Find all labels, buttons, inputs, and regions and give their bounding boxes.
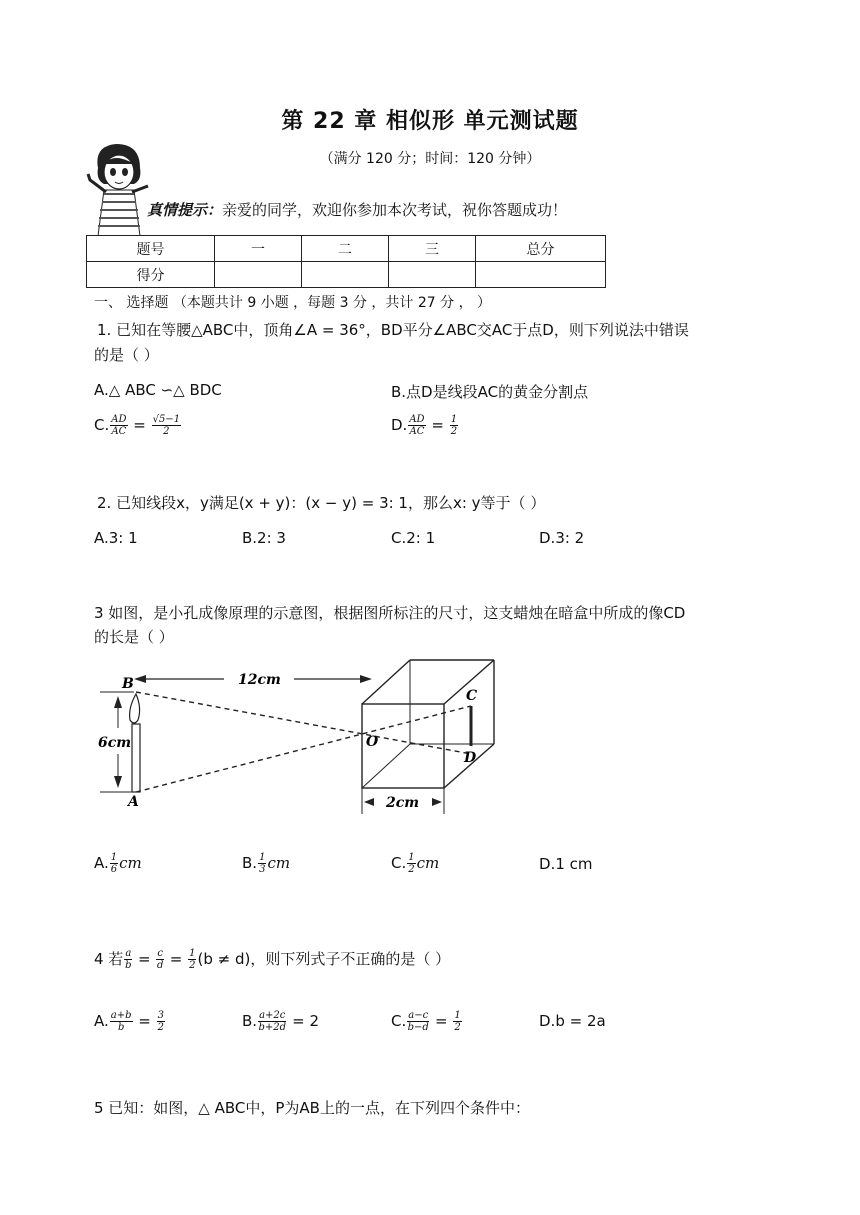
- question-2: 2. 已知线段x，y满足(x + y)：(x − y) = 3: 1，那么x: y等于（ ）: [97, 494, 546, 512]
- table-header-cell: 总分: [476, 236, 606, 262]
- arrow-right-icon: [360, 675, 372, 683]
- q1-option-b: B.点D是线段AC的黄金分割点: [391, 383, 589, 401]
- fraction-denominator: 2: [189, 960, 196, 971]
- q4-option-b: [242, 1010, 319, 1033]
- fraction: [408, 414, 425, 437]
- fraction-numerator: 1: [408, 852, 415, 863]
- section-heading: 一、 选择题 （本题共计 9 小题 ，每题 3 分 ，共计 27 分 ， ）: [94, 295, 492, 311]
- fraction-numerator: AD: [111, 414, 127, 425]
- dim-label-12: 12cm: [238, 672, 281, 688]
- ray-b-to-d: [136, 692, 471, 754]
- equation-rhs: = 2: [292, 1012, 320, 1030]
- dim-label-2: 2cm: [386, 795, 420, 811]
- table-header-cell: 三: [389, 236, 476, 262]
- fraction-denominator: d: [156, 960, 164, 971]
- arrow-left-icon: [364, 798, 374, 806]
- option-prefix: B.: [242, 1012, 258, 1030]
- unit: cm: [267, 854, 291, 872]
- unit: cm: [119, 854, 142, 872]
- option-prefix: A.: [94, 1012, 109, 1030]
- candle-body: [132, 724, 140, 792]
- question-3-line2: 的长是（ ）: [94, 628, 174, 646]
- fraction: [258, 1010, 286, 1033]
- tip-label: 真情提示：: [147, 201, 223, 219]
- fraction-numerator: 1: [110, 852, 118, 863]
- q4-option-c: C. $\frac{a-c}{b-d}$ = $\frac{1}{2}$: [391, 1010, 461, 1033]
- fraction-denominator: AC: [111, 426, 127, 437]
- box-hidden-edge: [362, 744, 410, 788]
- fraction-denominator: 2: [163, 426, 170, 437]
- arrow-right-icon: [432, 798, 442, 806]
- row-label-cell: 得分: [87, 262, 215, 288]
- q2-option-a: A.3: 1: [94, 529, 138, 547]
- fraction-denominator: 3: [259, 864, 266, 875]
- score-cell[interactable]: [302, 262, 389, 288]
- fraction-numerator: a+b: [110, 1010, 132, 1021]
- option-prefix: B.: [242, 854, 258, 872]
- score-table: [86, 235, 606, 288]
- fraction-numerator: AD: [409, 414, 425, 425]
- fraction-numerator: 1: [259, 852, 266, 863]
- pinhole-diagram: [94, 654, 514, 819]
- page-subtitle: （满分 120 分；时间：120 分钟）: [319, 151, 541, 167]
- fraction-denominator: b: [117, 1022, 125, 1033]
- fraction-numerator: 3: [157, 1010, 164, 1021]
- table-row: [87, 236, 606, 262]
- fraction: [152, 414, 181, 437]
- fraction-numerator: a: [125, 948, 132, 959]
- score-cell[interactable]: [215, 262, 302, 288]
- fraction-numerator: c: [157, 948, 163, 959]
- box-edge: [362, 660, 410, 704]
- q3-option-a: [94, 852, 142, 875]
- fraction-numerator: √5−1: [152, 414, 181, 425]
- question-5: 5 已知：如图，△ ABC中，P为AB上的一点，在下列四个条件中：: [94, 1099, 530, 1117]
- q3-option-c: [391, 852, 439, 875]
- question-1-line2: 的是（ ）: [94, 346, 159, 364]
- fraction-denominator: AC: [409, 426, 425, 437]
- fraction: [110, 852, 118, 875]
- arrow-up-icon: [114, 696, 122, 708]
- score-cell[interactable]: [389, 262, 476, 288]
- q4-option-a: A. $\frac{a+b}{b}$ = $\frac{3}{2}$: [94, 1010, 164, 1033]
- option-prefix: C.: [391, 1012, 407, 1030]
- fraction-denominator: 2: [157, 1022, 164, 1033]
- q3-option-b: [242, 852, 290, 875]
- fraction: [124, 948, 132, 971]
- score-cell[interactable]: [476, 262, 606, 288]
- fraction: [156, 948, 164, 971]
- fraction: [407, 1010, 429, 1033]
- table-header-cell: 二: [302, 236, 389, 262]
- fraction-denominator: b+2d: [258, 1022, 286, 1033]
- fraction-denominator: b−d: [407, 1022, 429, 1033]
- page-title: 第 22 章 相似形 单元测试题: [281, 109, 579, 134]
- fraction: [110, 414, 127, 437]
- fraction-numerator: a+2c: [259, 1010, 286, 1021]
- fraction-denominator: 2: [454, 1022, 461, 1033]
- fraction: [188, 948, 196, 971]
- fraction: [157, 1010, 165, 1033]
- fraction-denominator: b: [125, 960, 132, 971]
- table-row: [87, 262, 606, 288]
- question-4: 4 若 $\frac{a}{b}$ = $\frac{c}{d}$ = $\frac{1}{2}$ (b ≠ d)，则下列式子不正确的是（ ）: [94, 948, 451, 971]
- candle-flame-icon: [130, 694, 140, 723]
- point-label-a: A: [128, 794, 139, 810]
- q1-option-a: A.△ ABC ∽△ BDC: [94, 381, 222, 399]
- tip-line: [147, 199, 567, 220]
- fraction: [258, 852, 266, 875]
- fraction-denominator: 2: [450, 426, 458, 437]
- q2-option-d: D.3: 2: [539, 529, 585, 547]
- table-header-cell: 一: [215, 236, 302, 262]
- question-suffix: (b ≠ d)，则下列式子不正确的是（ ）: [197, 950, 451, 968]
- point-label-c: C: [466, 688, 478, 704]
- q3-option-d: D.1 cm: [539, 855, 593, 873]
- q2-option-c: C.2: 1: [391, 529, 436, 547]
- student-cartoon-image: [84, 140, 154, 236]
- arrow-left-icon: [134, 675, 146, 683]
- question-1-line1: 1. 已知在等腰△ABC中，顶角∠A = 36°，BD平分∠ABC交AC于点D，则下列说法中错误: [97, 321, 689, 339]
- table-header-cell: 题号: [87, 236, 215, 262]
- fraction-numerator: 1: [454, 1010, 461, 1021]
- ray-a-to-c: [136, 706, 471, 792]
- fraction-numerator: 1: [450, 414, 458, 425]
- dim-label-6: 6cm: [98, 735, 132, 751]
- option-prefix: C.: [391, 854, 407, 872]
- question-prefix: 4 若: [94, 950, 124, 968]
- option-prefix: D.: [391, 416, 408, 434]
- fraction: [110, 1010, 133, 1033]
- q1-option-c: C. $\frac{AD}{AC}$ = $\frac{√5-1}{2}$: [94, 414, 181, 437]
- q2-option-b: B.2: 3: [242, 529, 286, 547]
- fraction: [450, 414, 458, 437]
- fraction: [453, 1010, 461, 1033]
- question-3-line1: 3 如图，是小孔成像原理的示意图，根据图所标注的尺寸，这支蜡烛在暗盒中所成的像CD: [94, 604, 686, 622]
- tip-text: 亲爱的同学，欢迎你参加本次考试，祝你答题成功！: [222, 201, 568, 219]
- fraction: [407, 852, 415, 875]
- fraction-numerator: a−c: [408, 1010, 429, 1021]
- fraction-denominator: 6: [110, 864, 118, 875]
- fraction-numerator: 1: [189, 948, 196, 959]
- point-label-d: D: [464, 750, 477, 766]
- option-prefix: C.: [94, 416, 110, 434]
- unit: cm: [416, 854, 440, 872]
- q4-option-d: D.b = 2a: [539, 1012, 606, 1030]
- point-label-b: B: [122, 676, 134, 692]
- point-label-o: O: [366, 734, 379, 750]
- q1-option-d: D. $\frac{AD}{AC}$ = $\frac{1}{2}$: [391, 414, 458, 437]
- arrow-down-icon: [114, 776, 122, 788]
- fraction-denominator: 2: [408, 864, 415, 875]
- option-prefix: A.: [94, 854, 109, 872]
